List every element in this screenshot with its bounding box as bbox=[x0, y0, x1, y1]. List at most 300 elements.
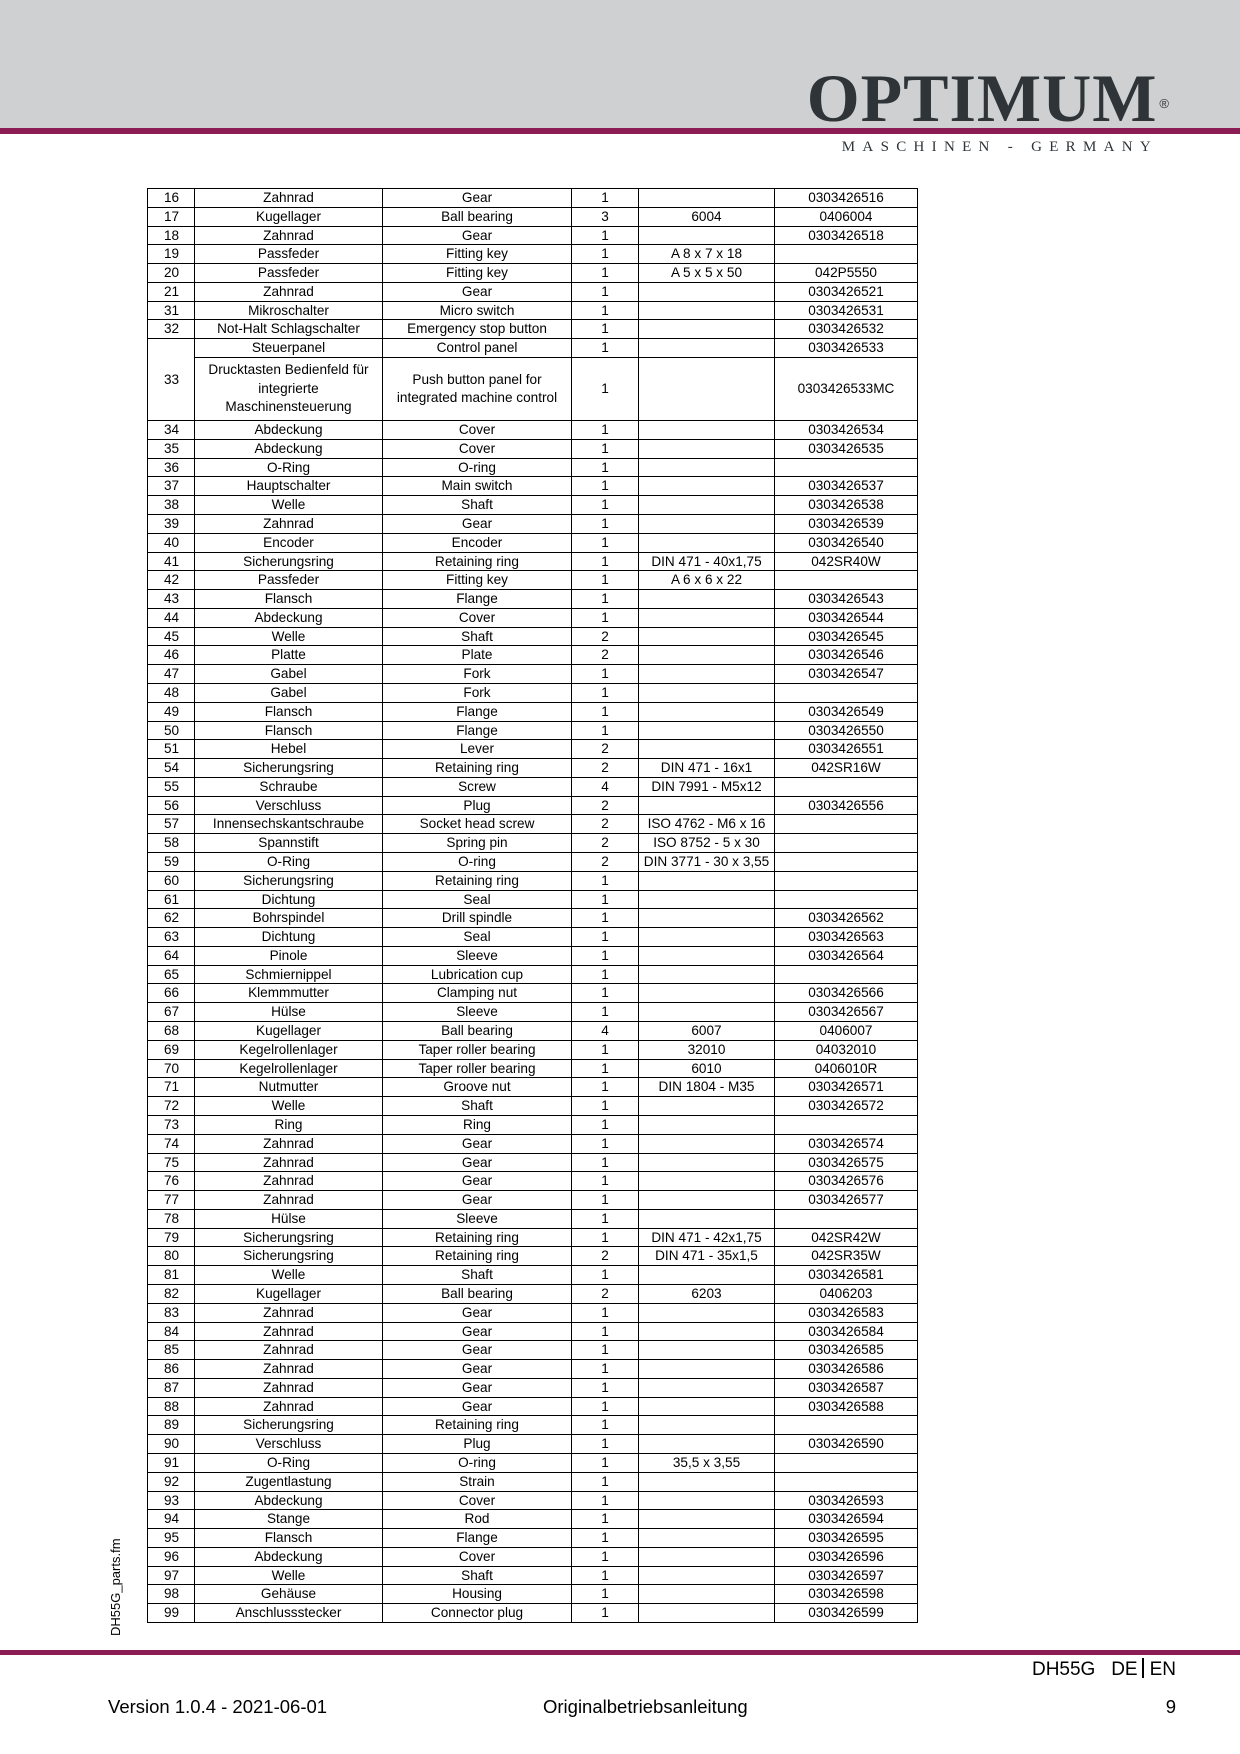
cell-en: Shaft bbox=[383, 1097, 572, 1116]
cell-pos: 90 bbox=[148, 1435, 195, 1454]
registered-mark: ® bbox=[1159, 96, 1170, 111]
cell-en: Fork bbox=[383, 683, 572, 702]
cell-item: 0303426537 bbox=[775, 477, 918, 496]
cell-en: Ring bbox=[383, 1115, 572, 1134]
cell-item: 0303426518 bbox=[775, 226, 918, 245]
cell-de: Gabel bbox=[195, 683, 383, 702]
cell-en: Plug bbox=[383, 1435, 572, 1454]
cell-en: Plate bbox=[383, 646, 572, 665]
cell-de: Verschluss bbox=[195, 796, 383, 815]
footer-model bbox=[1032, 1658, 1176, 1681]
cell-en: Ball bearing bbox=[383, 1022, 572, 1041]
cell-item: 0303426540 bbox=[775, 533, 918, 552]
cell-pos: 44 bbox=[148, 608, 195, 627]
cell-item: 0303426551 bbox=[775, 740, 918, 759]
cell-de: Encoder bbox=[195, 533, 383, 552]
cell-de: Gabel bbox=[195, 665, 383, 684]
cell-pos: 99 bbox=[148, 1604, 195, 1623]
cell-de: Zahnrad bbox=[195, 1360, 383, 1379]
cell-de: Zahnrad bbox=[195, 1341, 383, 1360]
table-row bbox=[148, 1604, 918, 1623]
cell-en: Housing bbox=[383, 1585, 572, 1604]
cell-de: Zahnrad bbox=[195, 1322, 383, 1341]
cell-pos: 39 bbox=[148, 514, 195, 533]
cell-size: 6010 bbox=[639, 1059, 775, 1078]
table-row bbox=[148, 1266, 918, 1285]
cell-item: 0303426562 bbox=[775, 909, 918, 928]
table-row bbox=[148, 834, 918, 853]
cell-pos: 36 bbox=[148, 458, 195, 477]
cell-size: 6007 bbox=[639, 1022, 775, 1041]
cell-qty: 1 bbox=[572, 1303, 639, 1322]
cell-en: Cover bbox=[383, 439, 572, 458]
cell-de: Abdeckung bbox=[195, 1547, 383, 1566]
cell-size bbox=[639, 189, 775, 208]
cell-pos: 85 bbox=[148, 1341, 195, 1360]
cell-item: 042SR35W bbox=[775, 1247, 918, 1266]
cell-qty: 1 bbox=[572, 1397, 639, 1416]
cell-qty: 1 bbox=[572, 1547, 639, 1566]
table-row bbox=[148, 965, 918, 984]
cell-size bbox=[639, 1003, 775, 1022]
cell-en: Sleeve bbox=[383, 1209, 572, 1228]
cell-size bbox=[639, 439, 775, 458]
lang-en: EN bbox=[1149, 1659, 1176, 1680]
cell-qty: 1 bbox=[572, 909, 639, 928]
table-row bbox=[148, 1097, 918, 1116]
brand-name: OPTIMUM bbox=[806, 60, 1158, 136]
cell-item bbox=[775, 965, 918, 984]
table-row bbox=[148, 1209, 918, 1228]
cell-item: 0303426563 bbox=[775, 928, 918, 947]
cell-en: Screw bbox=[383, 777, 572, 796]
cell-size bbox=[639, 282, 775, 301]
cell-de: Sicherungsring bbox=[195, 552, 383, 571]
cell-item: 0303426593 bbox=[775, 1491, 918, 1510]
cell-de: Sicherungsring bbox=[195, 1416, 383, 1435]
cell-item: 0303426595 bbox=[775, 1529, 918, 1548]
cell-de: Innensechskantschraube bbox=[195, 815, 383, 834]
cell-pos: 94 bbox=[148, 1510, 195, 1529]
table-row bbox=[148, 1022, 918, 1041]
cell-de: O-Ring bbox=[195, 1454, 383, 1473]
cell-qty: 1 bbox=[572, 1191, 639, 1210]
cell-pos: 72 bbox=[148, 1097, 195, 1116]
cell-item: 0303426594 bbox=[775, 1510, 918, 1529]
parts-table bbox=[147, 188, 918, 1623]
cell-de: Zahnrad bbox=[195, 514, 383, 533]
table-row bbox=[148, 1585, 918, 1604]
cell-item bbox=[775, 815, 918, 834]
cell-size bbox=[639, 928, 775, 947]
cell-qty: 4 bbox=[572, 1022, 639, 1041]
cell-en: Gear bbox=[383, 1322, 572, 1341]
cell-size bbox=[639, 946, 775, 965]
cell-pos: 38 bbox=[148, 496, 195, 515]
cell-qty: 1 bbox=[572, 496, 639, 515]
cell-pos: 65 bbox=[148, 965, 195, 984]
cell-size bbox=[639, 1416, 775, 1435]
cell-item: 04032010 bbox=[775, 1040, 918, 1059]
table-row bbox=[148, 458, 918, 477]
cell-item: 0303426556 bbox=[775, 796, 918, 815]
cell-en: Gear bbox=[383, 514, 572, 533]
cell-item bbox=[775, 777, 918, 796]
cell-size bbox=[639, 1529, 775, 1548]
cell-item bbox=[775, 683, 918, 702]
table-row bbox=[148, 496, 918, 515]
cell-en: Gear bbox=[383, 189, 572, 208]
cell-size bbox=[639, 627, 775, 646]
cell-de: Kegelrollenlager bbox=[195, 1040, 383, 1059]
cell-en: Gear bbox=[383, 1378, 572, 1397]
cell-qty: 2 bbox=[572, 796, 639, 815]
table-row bbox=[148, 1191, 918, 1210]
cell-qty: 1 bbox=[572, 702, 639, 721]
cell-en: Retaining ring bbox=[383, 552, 572, 571]
cell-item: 042SR16W bbox=[775, 759, 918, 778]
cell-size bbox=[639, 1378, 775, 1397]
cell-pos: 70 bbox=[148, 1059, 195, 1078]
cell-de: Kugellager bbox=[195, 1284, 383, 1303]
cell-size bbox=[639, 796, 775, 815]
cell-size: DIN 471 - 42x1,75 bbox=[639, 1228, 775, 1247]
cell-pos: 62 bbox=[148, 909, 195, 928]
cell-pos: 68 bbox=[148, 1022, 195, 1041]
cell-qty: 2 bbox=[572, 759, 639, 778]
cell-item bbox=[775, 458, 918, 477]
cell-de: O-Ring bbox=[195, 458, 383, 477]
table-row bbox=[148, 777, 918, 796]
cell-size bbox=[639, 458, 775, 477]
table-row bbox=[148, 1115, 918, 1134]
cell-pos: 50 bbox=[148, 721, 195, 740]
cell-de: Bohrspindel bbox=[195, 909, 383, 928]
cell-en: Emergency stop button bbox=[383, 320, 572, 339]
cell-item: 0303426574 bbox=[775, 1134, 918, 1153]
cell-en: Clamping nut bbox=[383, 984, 572, 1003]
cell-size: DIN 471 - 35x1,5 bbox=[639, 1247, 775, 1266]
cell-qty: 1 bbox=[572, 984, 639, 1003]
cell-size: 35,5 x 3,55 bbox=[639, 1454, 775, 1473]
cell-pos: 95 bbox=[148, 1529, 195, 1548]
cell-qty: 1 bbox=[572, 514, 639, 533]
cell-pos: 20 bbox=[148, 264, 195, 283]
table-row bbox=[148, 702, 918, 721]
cell-item: 0303426572 bbox=[775, 1097, 918, 1116]
cell-pos: 63 bbox=[148, 928, 195, 947]
cell-item bbox=[775, 245, 918, 264]
cell-pos: 45 bbox=[148, 627, 195, 646]
cell-en: Rod bbox=[383, 1510, 572, 1529]
table-row bbox=[148, 1360, 918, 1379]
table-row bbox=[148, 1510, 918, 1529]
cell-item: 0303426539 bbox=[775, 514, 918, 533]
cell-en: Flange bbox=[383, 1529, 572, 1548]
cell-en: Gear bbox=[383, 1397, 572, 1416]
cell-pos: 43 bbox=[148, 590, 195, 609]
cell-size bbox=[639, 646, 775, 665]
cell-pos: 58 bbox=[148, 834, 195, 853]
cell-pos: 51 bbox=[148, 740, 195, 759]
cell-pos: 16 bbox=[148, 189, 195, 208]
cell-size: 6004 bbox=[639, 207, 775, 226]
cell-size: ISO 4762 - M6 x 16 bbox=[639, 815, 775, 834]
cell-qty: 1 bbox=[572, 1360, 639, 1379]
cell-size bbox=[639, 1604, 775, 1623]
cell-en: Shaft bbox=[383, 627, 572, 646]
cell-item: 042P5550 bbox=[775, 264, 918, 283]
cell-pos: 96 bbox=[148, 1547, 195, 1566]
cell-pos: 47 bbox=[148, 665, 195, 684]
table-row bbox=[148, 1435, 918, 1454]
cell-en: Fitting key bbox=[383, 264, 572, 283]
table-row bbox=[148, 1040, 918, 1059]
cell-en: Cover bbox=[383, 1547, 572, 1566]
cell-item: 0406010R bbox=[775, 1059, 918, 1078]
cell-en: Main switch bbox=[383, 477, 572, 496]
cell-size bbox=[639, 1153, 775, 1172]
cell-item: 0303426577 bbox=[775, 1191, 918, 1210]
table-row bbox=[148, 477, 918, 496]
cell-de: Welle bbox=[195, 496, 383, 515]
cell-size bbox=[639, 1134, 775, 1153]
cell-size bbox=[639, 984, 775, 1003]
cell-de: Flansch bbox=[195, 1529, 383, 1548]
table-row bbox=[148, 646, 918, 665]
cell-de: Zahnrad bbox=[195, 1397, 383, 1416]
cell-en: Gear bbox=[383, 1172, 572, 1191]
table-row bbox=[148, 796, 918, 815]
cell-size: DIN 7991 - M5x12 bbox=[639, 777, 775, 796]
cell-en: Retaining ring bbox=[383, 1228, 572, 1247]
cell-qty: 1 bbox=[572, 439, 639, 458]
cell-size bbox=[639, 721, 775, 740]
cell-item: 0303426521 bbox=[775, 282, 918, 301]
cell-size bbox=[639, 871, 775, 890]
cell-qty: 1 bbox=[572, 1491, 639, 1510]
cell-pos: 84 bbox=[148, 1322, 195, 1341]
table-row bbox=[148, 514, 918, 533]
cell-item: 0303426531 bbox=[775, 301, 918, 320]
table-row bbox=[148, 1322, 918, 1341]
cell-pos: 46 bbox=[148, 646, 195, 665]
cell-size bbox=[639, 1397, 775, 1416]
table-row bbox=[148, 946, 918, 965]
table-row bbox=[148, 339, 918, 358]
parts-table-group-33 bbox=[148, 339, 918, 421]
lang-de: DE bbox=[1111, 1659, 1138, 1680]
cell-pos: 78 bbox=[148, 1209, 195, 1228]
cell-size bbox=[639, 890, 775, 909]
cell-qty: 1 bbox=[572, 533, 639, 552]
table-row bbox=[148, 282, 918, 301]
cell-item: 0303426550 bbox=[775, 721, 918, 740]
cell-de: Welle bbox=[195, 1097, 383, 1116]
cell-de: Dichtung bbox=[195, 890, 383, 909]
cell-pos: 86 bbox=[148, 1360, 195, 1379]
table-row bbox=[148, 301, 918, 320]
cell-en: Micro switch bbox=[383, 301, 572, 320]
brand-tagline: MASCHINEN - GERMANY bbox=[841, 139, 1158, 155]
cell-de: Sicherungsring bbox=[195, 759, 383, 778]
cell-item: 0303426575 bbox=[775, 1153, 918, 1172]
cell-qty: 2 bbox=[572, 853, 639, 872]
table-row bbox=[148, 533, 918, 552]
table-row bbox=[148, 665, 918, 684]
cell-qty: 1 bbox=[572, 665, 639, 684]
table-row bbox=[148, 928, 918, 947]
cell-qty: 2 bbox=[572, 1284, 639, 1303]
cell-item: 0303426571 bbox=[775, 1078, 918, 1097]
cell-pos: 57 bbox=[148, 815, 195, 834]
cell-de: Welle bbox=[195, 1266, 383, 1285]
cell-de: Zugentlastung bbox=[195, 1472, 383, 1491]
cell-qty: 1 bbox=[572, 1228, 639, 1247]
table-row bbox=[148, 1247, 918, 1266]
cell-pos: 55 bbox=[148, 777, 195, 796]
cell-de: Steuerpanel bbox=[195, 339, 383, 358]
cell-size bbox=[639, 1566, 775, 1585]
cell-qty: 1 bbox=[572, 721, 639, 740]
cell-en: O-ring bbox=[383, 853, 572, 872]
cell-de: Sicherungsring bbox=[195, 871, 383, 890]
cell-qty: 3 bbox=[572, 207, 639, 226]
cell-qty: 2 bbox=[572, 646, 639, 665]
cell-pos: 89 bbox=[148, 1416, 195, 1435]
cell-qty: 1 bbox=[572, 458, 639, 477]
cell-pos: 18 bbox=[148, 226, 195, 245]
cell-en: Fitting key bbox=[383, 571, 572, 590]
cell-qty: 1 bbox=[572, 1378, 639, 1397]
table-row bbox=[148, 815, 918, 834]
cell-size bbox=[639, 514, 775, 533]
cell-de: Zahnrad bbox=[195, 1134, 383, 1153]
cell-de: Zahnrad bbox=[195, 1378, 383, 1397]
table-row bbox=[148, 1529, 918, 1548]
cell-item bbox=[775, 1209, 918, 1228]
cell-en: Connector plug bbox=[383, 1604, 572, 1623]
cell-de: Anschlussstecker bbox=[195, 1604, 383, 1623]
cell-qty: 1 bbox=[572, 358, 639, 421]
cell-en: Flange bbox=[383, 702, 572, 721]
cell-item bbox=[775, 1416, 918, 1435]
cell-size bbox=[639, 1209, 775, 1228]
cell-de: Stange bbox=[195, 1510, 383, 1529]
cell-size: A 8 x 7 x 18 bbox=[639, 245, 775, 264]
table-row bbox=[148, 320, 918, 339]
cell-en: Gear bbox=[383, 1153, 572, 1172]
cell-size bbox=[639, 740, 775, 759]
cell-item bbox=[775, 834, 918, 853]
table-row bbox=[148, 1078, 918, 1097]
cell-item: 0303426597 bbox=[775, 1566, 918, 1585]
cell-de: Kugellager bbox=[195, 207, 383, 226]
cell-en: Retaining ring bbox=[383, 1247, 572, 1266]
cell-item: 0303426588 bbox=[775, 1397, 918, 1416]
cell-qty: 1 bbox=[572, 1529, 639, 1548]
cell-qty: 1 bbox=[572, 1341, 639, 1360]
table-row bbox=[148, 590, 918, 609]
cell-size: 6203 bbox=[639, 1284, 775, 1303]
cell-en: Fork bbox=[383, 665, 572, 684]
cell-de: Verschluss bbox=[195, 1435, 383, 1454]
table-row bbox=[148, 207, 918, 226]
cell-size: DIN 3771 - 30 x 3,55 bbox=[639, 853, 775, 872]
cell-item bbox=[775, 1454, 918, 1473]
cell-en: Flange bbox=[383, 590, 572, 609]
cell-en: Gear bbox=[383, 1341, 572, 1360]
cell-en: O-ring bbox=[383, 458, 572, 477]
cell-qty: 1 bbox=[572, 1097, 639, 1116]
cell-en: Taper roller bearing bbox=[383, 1059, 572, 1078]
cell-de: Passfeder bbox=[195, 571, 383, 590]
cell-pos: 59 bbox=[148, 853, 195, 872]
cell-item: 0303426547 bbox=[775, 665, 918, 684]
cell-item: 0303426533 bbox=[775, 339, 918, 358]
table-row bbox=[148, 358, 918, 421]
cell-item: 0303426587 bbox=[775, 1378, 918, 1397]
cell-qty: 1 bbox=[572, 1454, 639, 1473]
cell-qty: 1 bbox=[572, 264, 639, 283]
cell-item: 0303426544 bbox=[775, 608, 918, 627]
cell-en: Sleeve bbox=[383, 946, 572, 965]
cell-size bbox=[639, 1435, 775, 1454]
table-row bbox=[148, 439, 918, 458]
cell-item bbox=[775, 890, 918, 909]
cell-de: Flansch bbox=[195, 702, 383, 721]
table-row bbox=[148, 721, 918, 740]
cell-pos: 56 bbox=[148, 796, 195, 815]
cell-size: DIN 1804 - M35 bbox=[639, 1078, 775, 1097]
table-row bbox=[148, 1397, 918, 1416]
cell-size bbox=[639, 1172, 775, 1191]
cell-en: Control panel bbox=[383, 339, 572, 358]
cell-qty: 2 bbox=[572, 834, 639, 853]
cell-item: 0303426545 bbox=[775, 627, 918, 646]
table-row bbox=[148, 683, 918, 702]
cell-pos: 91 bbox=[148, 1454, 195, 1473]
cell-pos: 77 bbox=[148, 1191, 195, 1210]
cell-en: Encoder bbox=[383, 533, 572, 552]
cell-qty: 1 bbox=[572, 571, 639, 590]
cell-pos: 82 bbox=[148, 1284, 195, 1303]
cell-qty: 1 bbox=[572, 421, 639, 440]
cell-qty: 1 bbox=[572, 189, 639, 208]
cell-size bbox=[639, 339, 775, 358]
cell-pos: 31 bbox=[148, 301, 195, 320]
cell-de: Kegelrollenlager bbox=[195, 1059, 383, 1078]
table-row bbox=[148, 264, 918, 283]
cell-en: Shaft bbox=[383, 1266, 572, 1285]
cell-en: Gear bbox=[383, 1191, 572, 1210]
cell-size bbox=[639, 1322, 775, 1341]
cell-item: 0406007 bbox=[775, 1022, 918, 1041]
table-row bbox=[148, 740, 918, 759]
cell-en: Ball bearing bbox=[383, 207, 572, 226]
cell-en: Gear bbox=[383, 1134, 572, 1153]
cell-qty: 2 bbox=[572, 815, 639, 834]
cell-de: Klemmmutter bbox=[195, 984, 383, 1003]
cell-pos: 32 bbox=[148, 320, 195, 339]
cell-item: 0303426584 bbox=[775, 1322, 918, 1341]
cell-item: 0303426567 bbox=[775, 1003, 918, 1022]
cell-qty: 4 bbox=[572, 777, 639, 796]
table-row bbox=[148, 552, 918, 571]
cell-pos: 33 bbox=[148, 339, 195, 421]
table-row bbox=[148, 1378, 918, 1397]
table-row bbox=[148, 1341, 918, 1360]
